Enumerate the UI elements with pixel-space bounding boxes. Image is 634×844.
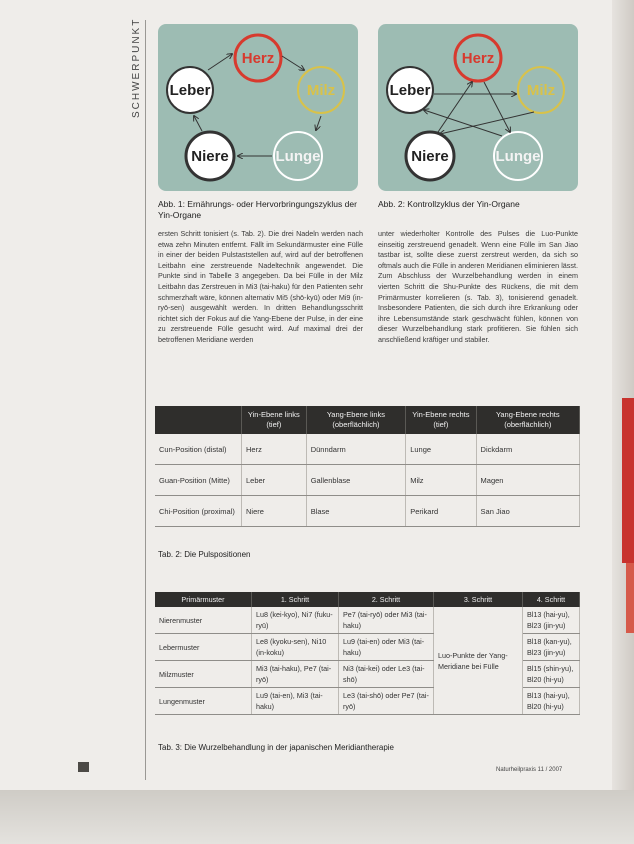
table-cell: Cun-Position (distal) [155,434,242,465]
cycle-diagram [158,24,358,191]
table-row [155,607,580,634]
table-cell: Magen [476,465,579,496]
arrow-herz-lunge [484,82,510,132]
leber-label: Leber [169,82,211,99]
table-cell: Lebermuster [155,634,252,661]
table-cell: Dünndarm [306,434,406,465]
table-cell: Pe7 (tai-ryō) oder Mi3 (tai-haku) [339,607,434,634]
niere-label: Niere [411,148,449,165]
body-text-right: unter wiederholter Kontrolle des Pulses die Luo-Punkte einseitig zerstreuend genadelt. Wenn eine Fülle im San Jiao tastbar ist, sollte diese zuerst zerstreut werden, da sich so oftmals auch die Fülle in anderen Meridianen eliminieren lässt. Zum Abschluss der Wurzelbehandlung werden in einem vierten Schritt die Shu-Punkte des Rückens, die mit dem Primärmuster korrelieren (s. Tab. 3), tonisierend genadelt. Insbesondere Patienten, die sich durch ihre Erkrankung oder ihre Lebensumstände stark geschwächt fühlen, können von dieser Wurzelbehandlung stark profitieren. Sie fühlen sich anschließend kräftiger und stabiler. [378,229,578,344]
leber-label: Leber [389,82,431,99]
table-row [155,434,580,465]
table-cell: Chi-Position (proximal) [155,496,242,527]
herz-label: Herz [241,50,275,67]
table-cell: Luo-Punkte der Yang-Meridiane bei Fülle [434,607,523,715]
table-cell: Milzmuster [155,661,252,688]
table-cell: Ni3 (tai-kei) oder Le3 (tai-shō) [339,661,434,688]
figure-nourishing-cycle [158,24,358,191]
table-cell: Leber [242,465,307,496]
table-row [155,496,580,527]
section-tab [622,398,634,563]
table-cell: Lungenmuster [155,688,252,715]
page-bottom-shadow [0,790,634,844]
figure1-caption: Abb. 1: Ernährungs- oder Hervorbringungszyklus der Yin-Organe [158,199,357,220]
table-cell: Milz [406,465,476,496]
table-cell: Gallenblase [306,465,406,496]
table-cell: Niere [242,496,307,527]
table-header [155,406,242,434]
page-edge [612,0,634,790]
arrow-milz-lunge [316,116,321,130]
arrow-niere-leber [194,116,202,131]
table-header: 2. Schritt [339,592,434,607]
table-header: Yin-Ebene links (tief) [242,406,307,434]
figure-control-cycle [378,24,578,191]
table-cell: Lu9 (tai-en), Mi3 (tai-haku) [252,688,339,715]
milz-label: Milz [306,82,336,99]
control-diagram [378,24,578,191]
table-header: Yang-Ebene rechts (oberflächlich) [476,406,579,434]
table-cell: San Jiao [476,496,579,527]
table-header-row [155,406,580,434]
table-header: 1. Schritt [252,592,339,607]
milz-label: Milz [526,82,556,99]
lunge-label: Lunge [495,148,541,165]
table-header: Primärmuster [155,592,252,607]
table-header: Yang-Ebene links (oberflächlich) [306,406,406,434]
lunge-label: Lunge [275,148,321,165]
table3-caption: Tab. 3: Die Wurzelbehandlung in der japanischen Meridiantherapie [158,743,394,752]
table-cell: Bl15 (shin-yu), Bl20 (hi-yu) [523,661,580,688]
table-cell: Lunge [406,434,476,465]
table-cell: Herz [242,434,307,465]
table2-caption: Tab. 2: Die Pulspositionen [158,550,251,559]
table-cell: Guan-Position (Mitte) [155,465,242,496]
table-cell: Lu9 (tai-en) oder Mi3 (tai-haku) [339,634,434,661]
table-cell: Bl18 (kan-yu), Bl23 (jin-yu) [523,634,580,661]
section-label: SCHWERPUNKT [131,17,142,118]
pulse-positions-table [155,406,580,527]
section-tab-lower [626,563,634,633]
table-row [155,465,580,496]
body-text-left: ersten Schritt tonisiert (s. Tab. 2). Die drei Nadeln werden nach etwa zehn Minuten entfernt. Fällt im Sekundärmuster eine Fülle in einer der beiden Pulstaststellen auf, wird auf der betroffenen Leitbahn eine zerstreuende Nadeltechnik angewendet. Die Punkte sind in Tabelle 3 angegeben. Da bei Fülle in der Milz Leitbahn das Zerstreuen in Mi3 (tai-haku) für den Patienten sehr schmerzhaft wäre, können alternativ Mi5 (shō-kyū) oder Mi9 (in-ryō-sen) ausgewählt werden. In dritten Behandlungsschritt richtet sich der Fokus auf die Yang-Ebene der Pulse, in der eine zu zerstreuende Fülle gesucht wird. Auf maximal drei der betroffenen Meridiane werden [158,229,363,344]
footer-publication: Naturheilpraxis 11 / 2007 [496,767,563,773]
table-cell: Bl13 (hai-yu), Bl23 (jin-yu) [523,607,580,634]
table-cell: Mi3 (tai-haku), Pe7 (tai-ryō) [252,661,339,688]
table-cell: Blase [306,496,406,527]
table-header: 3. Schritt [434,592,523,607]
table-header-row [155,592,580,607]
root-treatment-table [155,592,580,715]
niere-label: Niere [191,148,229,165]
arrow-herz-milz [282,56,304,70]
table-header: Yin-Ebene rechts (tief) [406,406,476,434]
table-cell: Le3 (tai-shō) oder Pe7 (tai-ryō) [339,688,434,715]
arrow-leber-herz [208,54,232,70]
table-cell: Perikard [406,496,476,527]
table-cell: Nierenmuster [155,607,252,634]
vertical-rule [145,20,146,780]
table-cell: Lu8 (kei-kyo), Ni7 (fuku-ryū) [252,607,339,634]
table-cell: Le8 (kyoku-sen), Ni10 (in-koku) [252,634,339,661]
herz-label: Herz [461,50,495,67]
table-header: 4. Schritt [523,592,580,607]
table-cell: Dickdarm [476,434,579,465]
table-cell: Bl13 (hai-yu), Bl20 (hi-yu) [523,688,580,715]
page-number-marker [78,762,89,772]
figure2-caption: Abb. 2: Kontrollzyklus der Yin-Organe [378,199,520,209]
